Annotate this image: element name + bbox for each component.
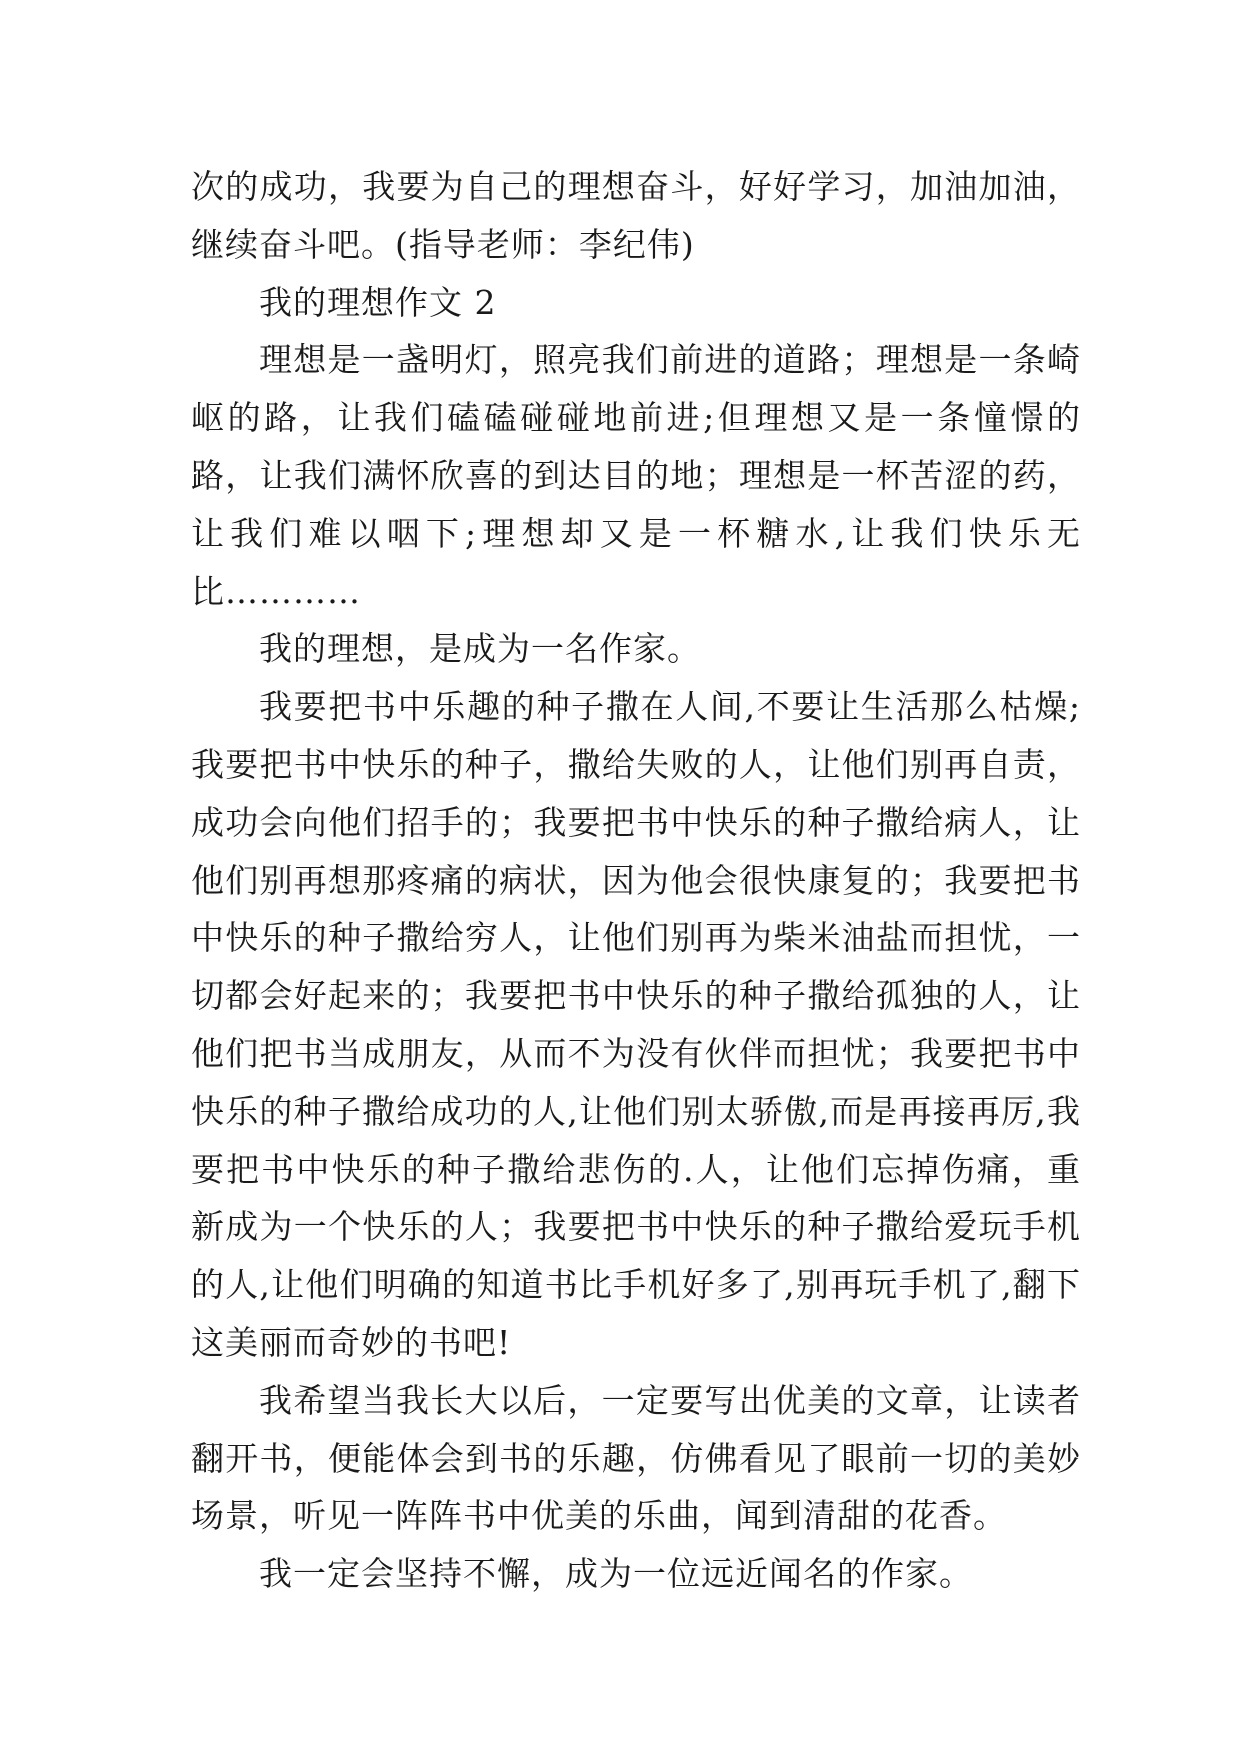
essay-heading: 我的理想作文 2 [259,282,497,322]
document-body [191,158,1081,1603]
paragraph-future-hope: 我希望当我长大以后，一定要写出优美的文章，让读者翻开书，便能体会到书的乐趣，仿佛看见了眼前一切的美妙场景，听见一阵阵书中优美的乐曲，闻到清甜的花香。 [191,1380,1081,1536]
paragraph-ideal-statement: 我的理想，是成为一名作家。 [259,629,701,669]
paragraph-ideal-metaphors: 理想是一盏明灯，照亮我们前进的道路；理想是一条崎岖的路，让我们磕磕碰碰地前进;但理想又是一条憧憬的路，让我们满怀欣喜的到达目的地；理想是一杯苦涩的药，让我们难以咽下;理想却又是一杯糖水,让我们快乐无比………… [191,340,1081,611]
paragraph-spread-joy: 我要把书中乐趣的种子撒在人间,不要让生活那么枯燥;我要把书中快乐的种子，撒给失败的人，让他们别再自责，成功会向他们招手的；我要把书中快乐的种子撒给病人，让他们别再想那疼痛的病状，因为他会很快康复的；我要把书中快乐的种子撒给穷人，让他们别再为柴米油盐而担忧，一切都会好起来的；我要把书中快乐的种子撒给孤独的人，让他们把书当成朋友，从而不为没有伙伴而担忧；我要把书中快乐的种子撒给成功的人,让他们别太骄傲,而是再接再厉,我要把书中快乐的种子撒给悲伤的.人，让他们忘掉伤痛，重新成为一个快乐的人；我要把书中快乐的种子撒给爱玩手机的人,让他们明确的知道书比手机好多了,别再玩手机了,翻下这美丽而奇妙的书吧! [191,687,1081,1362]
paragraph-conclusion: 我一定会坚持不懈，成为一位远近闻名的作家。 [259,1554,973,1594]
paragraph-continuation: 次的成功，我要为自己的理想奋斗，好好学习，加油加油，继续奋斗吧。(指导老师：李纪伟) [191,167,1081,264]
